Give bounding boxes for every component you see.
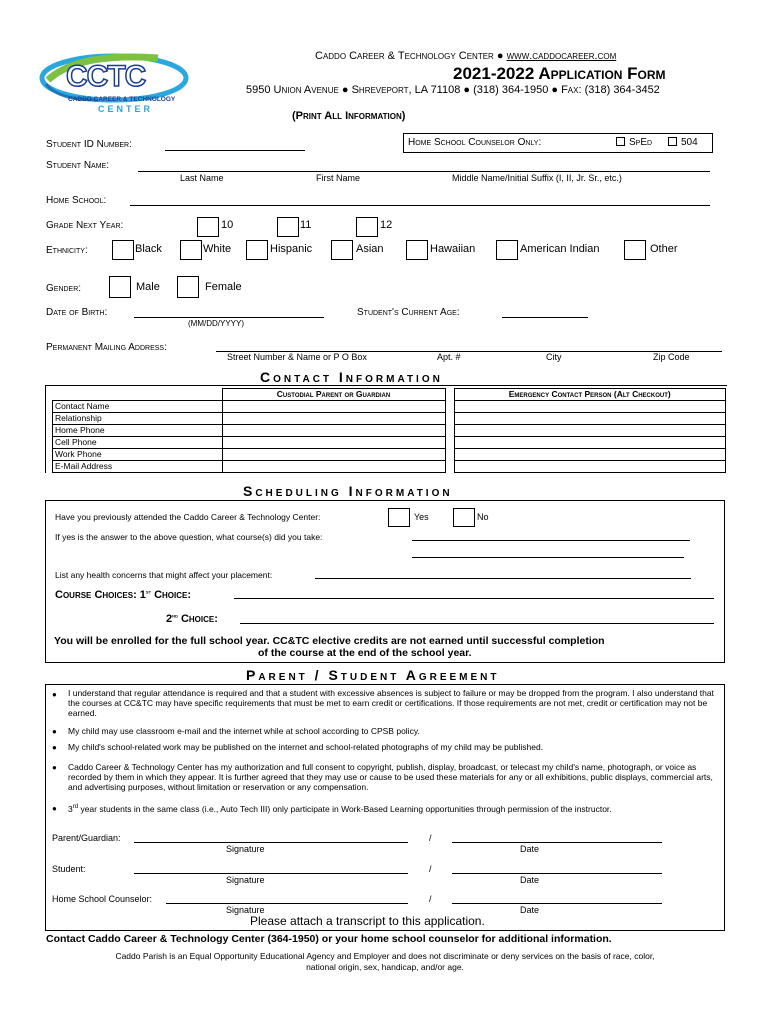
bullet-dot: ●	[52, 743, 57, 752]
date-caption: Date	[520, 844, 540, 854]
second-choice-field[interactable]	[240, 623, 714, 624]
address-label: Permanent Mailing Address:	[46, 342, 167, 353]
row-label: Contact Name	[53, 401, 223, 413]
yes-checkbox[interactable]	[388, 508, 410, 527]
table-row	[53, 449, 726, 461]
bullet-dot: ●	[52, 763, 57, 772]
courses-field-1[interactable]	[412, 540, 690, 541]
enrollment-notice-2: of the course at the end of the school year.	[258, 647, 472, 659]
home-school-label: Home School:	[46, 195, 107, 206]
eeo-statement-2: national origin, sex, handicap, and/or age.	[306, 962, 464, 972]
health-field[interactable]	[315, 578, 691, 579]
first-choice-field[interactable]	[234, 598, 714, 599]
counselor-only-label: Home School Counselor Only:	[408, 137, 542, 148]
contact-footer: Contact Caddo Career & Technology Center (364-1950) or your home school counselor for additional information.	[46, 933, 612, 945]
slash: /	[429, 864, 432, 874]
gap-cell	[445, 413, 454, 425]
transcript-note: Please attach a transcript to this application.	[250, 914, 485, 928]
print-note: (Print All Information)	[292, 110, 406, 122]
courses-question: If yes is the answer to the above question, what course(s) did you take:	[55, 532, 323, 542]
agreement-item-4: Caddo Career & Technology Center has my authorization and full consent to copyright, publish, display, broadcast, or telecast my child's name, photograph, or voice as recorded by them in which they appear. It is further agreed that they may use or cause to be used these materials for any or all exhibitions, public displays, commercial arts, and advertising purposes, without limitation or reservation or any compensation.	[68, 762, 713, 792]
grade-11-checkbox[interactable]	[277, 217, 299, 237]
black-label: Black	[135, 243, 162, 255]
bullet-dot: ●	[52, 804, 57, 813]
ethnicity-label: Ethnicity:	[46, 245, 88, 256]
logo-subtitle: CADDO CAREER & TECHNOLOGY	[68, 96, 176, 103]
first-name-caption: First Name	[316, 173, 361, 183]
row-label: Cell Phone	[53, 437, 223, 449]
dob-field[interactable]	[134, 317, 324, 318]
hawaiian-label: Hawaiian	[430, 243, 476, 255]
gap-cell	[445, 461, 454, 473]
counselor-signature-field[interactable]	[166, 903, 408, 904]
address-line: 5950 Union Avenue ● Shreveport, LA 71108 ● (318) 364-1950 ● Fax: (318) 364-3452	[246, 84, 660, 96]
table-row	[53, 437, 726, 449]
grade-10-label: 10	[221, 219, 234, 231]
slash: /	[429, 894, 432, 904]
logo-center: CENTER	[98, 104, 154, 114]
other-label: Other	[650, 243, 678, 255]
scheduling-heading: Scheduling Information	[243, 483, 453, 499]
agreement-heading: Parent / Student Agreement	[246, 667, 500, 683]
home-school-field[interactable]	[130, 205, 710, 206]
yes-label: Yes	[414, 512, 429, 522]
504-checkbox[interactable]	[668, 137, 677, 146]
signature-caption: Signature	[226, 875, 265, 885]
emergency-cell[interactable]	[454, 413, 726, 425]
student-signature-field[interactable]	[134, 873, 408, 874]
bullet-dot: ●	[52, 727, 57, 736]
gender-label: Gender:	[46, 283, 82, 294]
guardian-cell[interactable]	[222, 425, 445, 437]
guardian-cell[interactable]	[222, 401, 445, 413]
student-label: Student:	[52, 864, 86, 874]
second-choice-label: 2nd Choice:	[166, 613, 218, 625]
health-question: List any health concerns that might affect your placement:	[55, 570, 273, 580]
courses-field-2[interactable]	[412, 557, 684, 558]
counselor-label: Home School Counselor:	[52, 894, 153, 904]
agreement-item-1: I understand that regular attendance is required and that a student with excessive absences is subject to failure or may be dropped from the program. I also understand that the courses at CC&TC may have specific requirements that must be met to earn credit or certifications. If those requirements are not met, credit or certification may not be earned.	[68, 688, 714, 718]
row-label: Work Phone	[53, 449, 223, 461]
agreement-item-5: 3rd year students in the same class (i.e., Auto Tech III) only participate in Work-Based Learning opportunities through permission of the instructor.	[68, 803, 612, 814]
row-label: E-Mail Address	[53, 461, 223, 473]
gap-cell	[445, 401, 454, 413]
org-line: Caddo Career & Technology Center ● www.caddocareer.com	[315, 50, 617, 62]
row-label: Home Phone	[53, 425, 223, 437]
zip-caption: Zip Code	[653, 352, 690, 362]
blank-cell	[53, 389, 223, 401]
website-link[interactable]: www.caddocareer.com	[506, 50, 617, 62]
grade-label: Grade Next Year:	[46, 220, 124, 231]
parent-signature-field[interactable]	[134, 842, 408, 843]
counselor-date-field[interactable]	[452, 903, 662, 904]
dob-label: Date of Birth:	[46, 307, 108, 318]
sped-checkbox[interactable]	[616, 137, 625, 146]
guardian-cell[interactable]	[222, 461, 445, 473]
guardian-header: Custodial Parent or Guardian	[222, 389, 445, 401]
gap-cell	[445, 437, 454, 449]
apt-caption: Apt. #	[437, 352, 461, 362]
no-label: No	[477, 512, 489, 522]
black-checkbox[interactable]	[112, 240, 134, 260]
first-choice-label: Course Choices: 1st Choice:	[55, 589, 192, 601]
student-name-label: Student Name:	[46, 160, 110, 171]
counselor-only-box	[403, 133, 713, 153]
grade-12-label: 12	[380, 219, 393, 231]
emergency-cell[interactable]	[454, 425, 726, 437]
female-label: Female	[205, 281, 242, 293]
emergency-cell[interactable]	[454, 401, 726, 413]
sped-option[interactable]	[608, 137, 652, 148]
white-label: White	[203, 243, 232, 255]
date-caption: Date	[520, 875, 540, 885]
attended-question: Have you previously attended the Caddo Career & Technology Center:	[55, 512, 321, 522]
hispanic-checkbox[interactable]	[246, 240, 268, 260]
sped-label: SpEd	[629, 137, 653, 148]
gap-cell	[445, 449, 454, 461]
gap-cell	[445, 389, 454, 401]
white-checkbox[interactable]	[180, 240, 202, 260]
logo-text: CCTC	[66, 60, 146, 93]
table-row	[53, 425, 726, 437]
contact-table-header	[53, 389, 726, 401]
emergency-cell[interactable]	[454, 437, 726, 449]
row-label: Relationship	[53, 413, 223, 425]
guardian-cell[interactable]	[222, 413, 445, 425]
grade-10-checkbox[interactable]	[197, 217, 219, 237]
agreement-item-2: My child may use classroom e-mail and the internet while at school according to CPSB policy.	[68, 726, 420, 736]
hawaiian-checkbox[interactable]	[406, 240, 428, 260]
city-caption: City	[546, 352, 562, 362]
american-indian-checkbox[interactable]	[496, 240, 518, 260]
student-id-label: Student ID Number:	[46, 139, 132, 150]
table-row	[53, 401, 726, 413]
table-row	[53, 413, 726, 425]
guardian-cell[interactable]	[222, 449, 445, 461]
age-field[interactable]	[502, 317, 588, 318]
other-checkbox[interactable]	[624, 240, 646, 260]
male-label: Male	[136, 281, 160, 293]
parent-label: Parent/Guardian:	[52, 833, 121, 843]
student-name-field[interactable]	[138, 171, 710, 172]
signature-caption: Signature	[226, 844, 265, 854]
504-option[interactable]	[660, 137, 698, 148]
guardian-cell[interactable]	[222, 437, 445, 449]
grade-12-checkbox[interactable]	[356, 217, 378, 237]
org-name: Caddo Career & Technology Center	[315, 50, 494, 62]
last-name-caption: Last Name	[180, 173, 224, 183]
parent-date-field[interactable]	[452, 842, 662, 843]
no-checkbox[interactable]	[453, 508, 475, 527]
slash: /	[429, 833, 432, 843]
emergency-cell[interactable]	[454, 449, 726, 461]
signature-caption: Signature	[226, 905, 265, 915]
contact-left-rule	[45, 385, 46, 473]
date-caption: Date	[520, 905, 540, 915]
gap-cell	[445, 425, 454, 437]
bullet-dot: ●	[52, 690, 57, 699]
eeo-statement-1: Caddo Parish is an Equal Opportunity Educational Agency and Employer and does not discriminate or deny services on the basis of race, color,	[115, 951, 655, 961]
hispanic-label: Hispanic	[270, 243, 313, 255]
emergency-cell[interactable]	[454, 461, 726, 473]
female-checkbox[interactable]	[177, 276, 199, 298]
middle-name-caption: Middle Name/Initial Suffix (I, II, Jr. Sr., etc.)	[452, 173, 622, 183]
student-id-field[interactable]	[165, 150, 305, 151]
agreement-item-3: My child's school-related work may be published on the internet and school-related photographs of my child may be published.	[68, 742, 544, 752]
contact-top-rule	[45, 385, 727, 386]
male-checkbox[interactable]	[109, 276, 131, 298]
age-label: Student's Current Age:	[357, 307, 460, 318]
cctc-logo	[38, 50, 193, 118]
enrollment-notice-1: You will be enrolled for the full school year. CC&TC elective credits are not earned until successful completion	[54, 635, 605, 647]
form-title: 2021-2022 Application Form	[453, 64, 666, 83]
asian-checkbox[interactable]	[331, 240, 353, 260]
emergency-header: Emergency Contact Person (Alt Checkout)	[454, 389, 726, 401]
grade-11-label: 11	[300, 219, 312, 231]
asian-label: Asian	[356, 243, 384, 255]
table-row	[53, 461, 726, 473]
contact-heading: Contact Information	[260, 369, 443, 385]
contact-table	[52, 388, 726, 473]
student-date-field[interactable]	[452, 873, 662, 874]
504-label: 504	[681, 137, 698, 148]
dob-format-caption: (MM/DD/YYYY)	[188, 319, 244, 328]
american-indian-label: American Indian	[520, 243, 600, 255]
street-caption: Street Number & Name or P O Box	[227, 352, 367, 362]
